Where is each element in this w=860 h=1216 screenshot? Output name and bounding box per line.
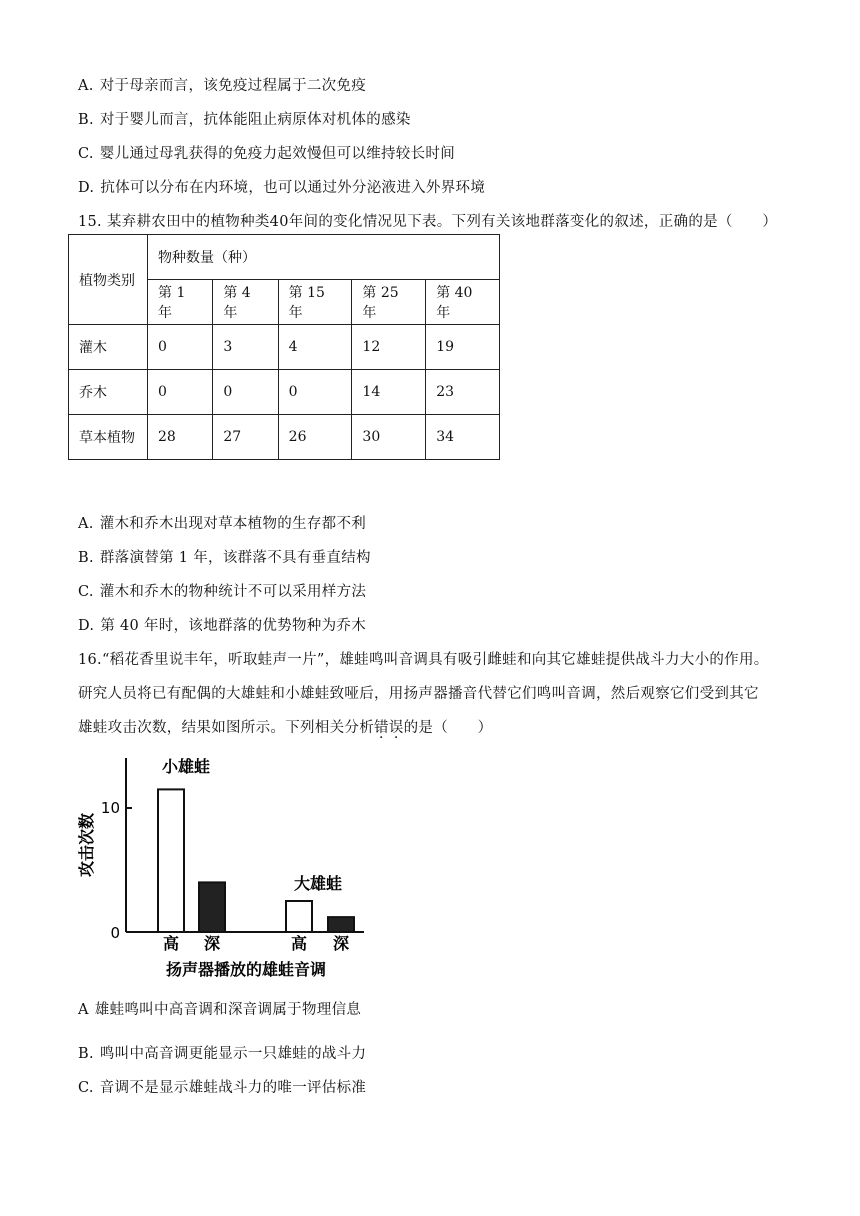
option-letter: B.	[78, 112, 94, 128]
q15-stem: 15. 某弃耕农田中的植物种类40年间的变化情况见下表。下列有关该地群落变化的叙述，正确的是（ ）	[78, 214, 778, 230]
option-text: 第 40 年时，该地群落的优势物种为乔木	[100, 618, 366, 634]
q16-option-c	[78, 1076, 366, 1097]
x-category-label: 高	[162, 934, 180, 953]
bars-group	[158, 789, 354, 932]
q16-stem-line3	[78, 716, 492, 737]
q15-option-a	[78, 512, 366, 533]
group-header-cell: 物种数量（种）	[148, 235, 500, 280]
option-letter: A.	[78, 78, 94, 94]
x-axis-label: 扬声器播放的雄蛙音调	[165, 960, 327, 979]
option-text: 鸣叫中高音调更能显示一只雄蛙的战斗力	[99, 1046, 367, 1062]
year-cell: 第 15 年	[278, 280, 352, 325]
year-cell: 第 1 年	[148, 280, 213, 325]
bar-large-frog-deep	[328, 917, 354, 932]
table-row	[69, 415, 500, 460]
value-cell: 28	[148, 415, 213, 460]
value-cell: 0	[148, 370, 213, 415]
option-letter: C.	[78, 584, 94, 600]
option-text: 音调不是显示雄蛙战斗力的唯一评估标准	[99, 1080, 367, 1096]
value-cell: 3	[213, 325, 278, 370]
emphasis-char: 误	[388, 720, 404, 736]
value-cell: 0	[148, 325, 213, 370]
y-tick-label-10: 10	[100, 799, 120, 817]
option-text: 对于婴儿而言，抗体能阻止病原体对机体的感染	[99, 112, 411, 128]
x-category-label: 高	[290, 934, 308, 953]
q15-option-d	[78, 614, 366, 635]
option-text: 灌木和乔木的物种统计不可以采用样方法	[99, 584, 367, 600]
option-text: 群落演替第 1 年，该群落不具有垂直结构	[99, 550, 371, 566]
table-row	[69, 325, 500, 370]
year-cell: 第 4 年	[213, 280, 278, 325]
option-text: 灌木和乔木出现对草本植物的生存都不利	[99, 516, 367, 532]
option-text: 雄蛙鸣叫中高音调和深音调属于物理信息	[94, 1002, 362, 1018]
q15-species-table	[68, 234, 500, 460]
emphasis-char: 错	[374, 720, 389, 736]
y-tick-label-0: 0	[110, 924, 120, 942]
q14-option-c	[78, 142, 455, 163]
row-header-cell: 植物类别	[69, 235, 148, 325]
option-letter: A	[78, 1002, 89, 1018]
bar-small-frog-deep	[199, 882, 225, 932]
year-cell: 第 40 年	[426, 280, 500, 325]
group-label-large-frog: 大雄蛙	[293, 874, 343, 893]
table-header-row	[69, 235, 500, 280]
q14-option-b	[78, 108, 411, 129]
table-row	[69, 370, 500, 415]
stem-text: 的是（ ）	[403, 720, 493, 736]
category-cell: 灌木	[69, 325, 148, 370]
option-letter: D.	[78, 618, 95, 634]
value-cell: 30	[352, 415, 426, 460]
option-text: 对于母亲而言，该免疫过程属于二次免疫	[99, 78, 367, 94]
option-letter: B.	[78, 1046, 94, 1062]
q16-option-b	[78, 1042, 366, 1063]
category-cell: 草本植物	[69, 415, 148, 460]
option-letter: C.	[78, 146, 94, 162]
bar-small-frog-high	[158, 789, 184, 932]
x-category-label: 深	[203, 934, 221, 953]
year-cell: 第 25 年	[352, 280, 426, 325]
stem-text: 雄蛙攻击次数，结果如图所示。下列相关分析	[78, 720, 374, 736]
value-cell: 14	[352, 370, 426, 415]
q16-stem-line1: 16.“稻花香里说丰年，听取蛙声一片”，雄蛙鸣叫音调具有吸引雌蛙和向其它雄蛙提供战斗力大小的作用。	[78, 652, 769, 668]
option-text: 婴儿通过母乳获得的免疫力起效慢但可以维持较长时间	[99, 146, 455, 162]
q16-stem-line2: 研究人员将已有配偶的大雄蛙和小雄蛙致哑后，用扬声器播音代替它们鸣叫音调，然后观察它们受到其它	[78, 686, 759, 702]
q14-option-d	[78, 176, 485, 197]
x-category-label: 深	[332, 934, 350, 953]
option-letter: A.	[78, 516, 94, 532]
value-cell: 34	[426, 415, 500, 460]
option-letter: B.	[78, 550, 94, 566]
y-axis-label: 攻击次数	[77, 812, 96, 878]
bar-large-frog-high	[286, 901, 312, 932]
value-cell: 23	[426, 370, 500, 415]
category-cell: 乔木	[69, 370, 148, 415]
option-letter: D.	[78, 180, 95, 196]
value-cell: 0	[278, 370, 352, 415]
attack-count-bar-chart	[70, 752, 380, 982]
q16-option-a	[78, 998, 361, 1019]
option-text: 抗体可以分布在内环境，也可以通过外分泌液进入外界环境	[100, 180, 486, 196]
value-cell: 19	[426, 325, 500, 370]
value-cell: 26	[278, 415, 352, 460]
value-cell: 4	[278, 325, 352, 370]
q15-option-c	[78, 580, 366, 601]
option-letter: C.	[78, 1080, 94, 1096]
value-cell: 0	[213, 370, 278, 415]
group-label-small-frog: 小雄蛙	[161, 757, 211, 776]
value-cell: 27	[213, 415, 278, 460]
q15-option-b	[78, 546, 371, 567]
q14-option-a	[78, 74, 366, 95]
value-cell: 12	[352, 325, 426, 370]
